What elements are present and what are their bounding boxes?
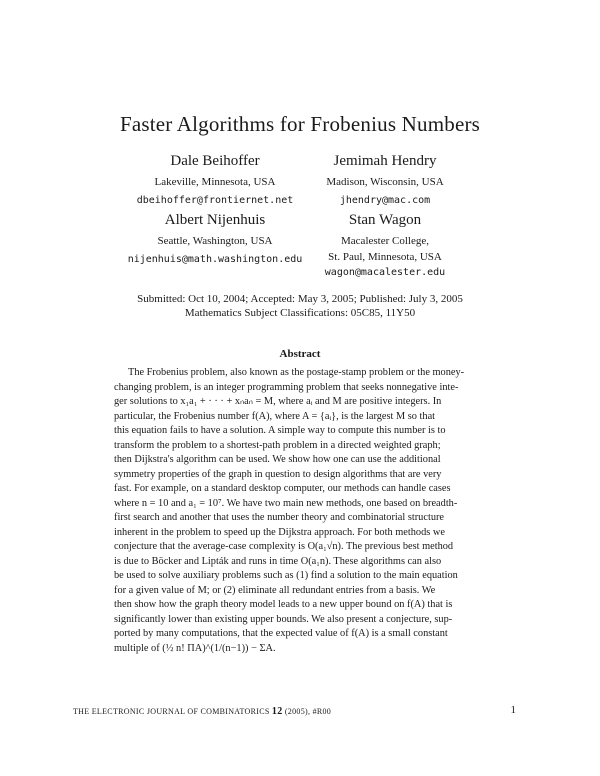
author-affiliation: Macalester College, bbox=[341, 235, 429, 247]
journal-footer bbox=[73, 706, 331, 717]
page-number: 1 bbox=[510, 704, 516, 716]
author-affiliation: Madison, Wisconsin, USA bbox=[326, 176, 444, 188]
author-block-4 bbox=[300, 211, 470, 281]
abstract-line: fast. For example, on a standard desktop computer, our methods can handle cases bbox=[114, 483, 451, 494]
abstract-line: first search and another that uses the number theory and combinatorial structure bbox=[114, 512, 445, 523]
abstract-line: this equation fails to have a solution. A simple way to compute this number is to bbox=[114, 425, 446, 436]
abstract-line: The Frobenius problem, also known as the postage-stamp problem or the money- bbox=[128, 367, 465, 378]
author-name: Dale Beihoffer bbox=[170, 153, 260, 169]
author-block-3 bbox=[115, 211, 315, 268]
abstract-line: particular, the Frobenius number f(A), where A = {aᵢ}, is the largest M so that bbox=[114, 410, 436, 422]
abstract-line: then Dijkstra's algorithm can be used. We show how one can use the additional bbox=[114, 454, 441, 465]
author-affiliation: Seattle, Washington, USA bbox=[157, 235, 273, 247]
journal-issue: (2005), #R00 bbox=[284, 707, 332, 716]
author-affiliation: Lakeville, Minnesota, USA bbox=[154, 176, 276, 188]
author-email: dbeihoffer@frontiernet.net bbox=[136, 195, 294, 206]
abstract-line: inherent in the problem to speed up the Dijkstra approach. For both methods we bbox=[114, 526, 445, 538]
abstract-line: be used to solve auxiliary problems such as (1) find a solution to the main equation bbox=[114, 570, 458, 581]
abstract-line: ger solutions to x₁a₁ + · · · + xₙaₙ = M, where aᵢ and M are positive integers. In bbox=[114, 396, 442, 407]
author-email: jhendry@mac.com bbox=[339, 195, 431, 206]
author-email: wagon@macalester.edu bbox=[324, 267, 446, 278]
abstract-line: where n = 10 and a₁ = 10⁷. We have two main new methods, one based on breadth- bbox=[114, 497, 458, 509]
abstract-line: ported by many computations, that the expected value of f(A) is a small constant bbox=[114, 628, 448, 639]
abstract-line: for a given value of M; or (2) eliminate all redundant entries from a basis. We bbox=[114, 584, 436, 596]
abstract-line: then show how the graph theory model leads to a new upper bound on f(A) that is bbox=[114, 599, 453, 610]
author-email: nijenhuis@math.washington.edu bbox=[127, 254, 303, 265]
abstract-body bbox=[114, 366, 487, 656]
author-affiliation-line2: St. Paul, Minnesota, USA bbox=[328, 251, 442, 263]
paper-title: Faster Algorithms for Frobenius Numbers bbox=[119, 112, 481, 136]
author-name: Jemimah Hendry bbox=[333, 153, 437, 169]
author-block-1 bbox=[130, 152, 300, 209]
journal-volume: 12 bbox=[271, 706, 283, 717]
abstract-line: significantly lower than existing upper bounds. We also present a conjecture, sup- bbox=[114, 613, 453, 625]
abstract-line: conjecture that the average-case complexity is O(a₁√n). The previous best method bbox=[114, 541, 454, 552]
abstract-line: is due to Böcker and Lipták and runs in time O(a₁n). These algorithms can also bbox=[114, 555, 442, 567]
subject-classification: Mathematics Subject Classifications: 05C85, 11Y50 bbox=[184, 307, 416, 319]
abstract-line: symmetry properties of the graph in question to design algorithms that are very bbox=[114, 468, 442, 480]
journal-name: THE ELECTRONIC JOURNAL OF COMBINATORICS bbox=[73, 707, 270, 716]
author-name: Albert Nijenhuis bbox=[164, 212, 266, 228]
abstract-line: multiple of (½ n! ΠA)^(1/(n−1)) − ΣA. bbox=[114, 642, 276, 654]
author-block-2 bbox=[300, 152, 470, 209]
abstract-heading: Abstract bbox=[279, 348, 321, 360]
submission-dates: Submitted: Oct 10, 2004; Accepted: May 3, 2005; Published: July 3, 2005 bbox=[137, 293, 463, 305]
abstract-line: transform the problem to a shortest-path problem in a directed weighted graph; bbox=[114, 439, 441, 451]
author-name: Stan Wagon bbox=[348, 212, 422, 228]
abstract-line: changing problem, is an integer programming problem that seeks nonnegative inte- bbox=[114, 381, 459, 393]
